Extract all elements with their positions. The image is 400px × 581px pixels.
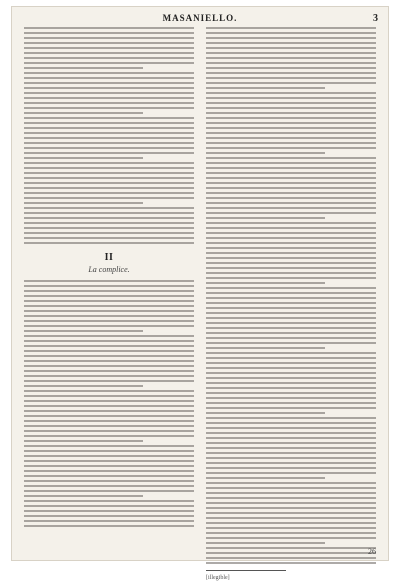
footnote-text: [illegible]: [206, 575, 230, 581]
body-text-line: [206, 337, 376, 339]
body-text-line: [206, 452, 376, 454]
body-text-line: [24, 52, 194, 54]
body-text-line: [206, 127, 376, 129]
body-text-line: [206, 187, 376, 189]
body-text-line: [24, 192, 194, 194]
body-text-line: [24, 295, 194, 297]
body-text-line: [206, 377, 376, 379]
body-text-line: [206, 297, 376, 299]
body-text-line: [24, 112, 143, 114]
body-text-line: [24, 290, 194, 292]
body-text-line: [206, 292, 376, 294]
body-text-line: [24, 97, 194, 99]
body-text-line: [206, 357, 376, 359]
body-text-line: [24, 470, 194, 472]
body-text-line: [24, 167, 194, 169]
body-text-line: [206, 137, 376, 139]
body-text-line: [24, 445, 194, 447]
body-text-line: [206, 217, 325, 219]
body-text-line: [24, 42, 194, 44]
chapter-number: II: [104, 252, 114, 263]
body-text-line: [24, 455, 194, 457]
body-text-line: [206, 132, 376, 134]
body-text-line: [206, 497, 376, 499]
body-text-line: [24, 122, 194, 124]
body-text-line: [206, 207, 376, 209]
body-text-line: [206, 107, 376, 109]
body-text-line: [206, 507, 376, 509]
body-text-line: [206, 242, 376, 244]
body-text-line: [206, 227, 376, 229]
body-text-line: [206, 307, 376, 309]
body-text-line: [24, 390, 194, 392]
body-text-line: [206, 147, 376, 149]
body-text-line: [24, 420, 194, 422]
body-text-line: [24, 480, 194, 482]
body-text-line: [24, 320, 194, 322]
body-text-line: [24, 172, 194, 174]
body-text-line: [206, 512, 376, 514]
body-text-line: [206, 47, 376, 49]
body-text-line: [24, 310, 194, 312]
body-text-line: [24, 117, 194, 119]
body-text-line: [206, 432, 376, 434]
body-text-line: [24, 232, 194, 234]
body-text-line: [24, 495, 143, 497]
body-text-line: [24, 505, 194, 507]
body-text-line: [206, 117, 376, 119]
body-text-line: [206, 317, 376, 319]
body-text-line: [206, 267, 376, 269]
left-column: [24, 27, 194, 544]
body-text-line: [24, 177, 194, 179]
body-text-line: [24, 132, 194, 134]
chapter-heading: [24, 252, 194, 274]
body-text-line: [206, 102, 376, 104]
body-text-line: [206, 277, 376, 279]
body-text-line: [206, 32, 376, 34]
body-text-line: [206, 392, 376, 394]
body-text-line: [206, 202, 376, 204]
body-text-line: [206, 112, 376, 114]
body-text-line: [24, 300, 194, 302]
body-text-line: [24, 435, 194, 437]
body-text-line: [24, 365, 194, 367]
body-text-line: [24, 202, 143, 204]
body-text-line: [206, 197, 376, 199]
body-text-line: [24, 227, 194, 229]
body-text-line: [206, 282, 325, 284]
body-text-line: [206, 87, 325, 89]
body-text-line: [206, 37, 376, 39]
body-text-line: [24, 330, 143, 332]
body-text-line: [24, 67, 143, 69]
body-text-line: [24, 57, 194, 59]
body-text-line: [206, 67, 376, 69]
body-text-line: [206, 557, 376, 559]
body-text-line: [206, 442, 376, 444]
body-text-line: [206, 477, 325, 479]
body-text-line: [206, 347, 325, 349]
body-text-line: [24, 157, 143, 159]
body-text-line: [206, 77, 376, 79]
body-text-line: [24, 147, 194, 149]
body-text-line: [206, 122, 376, 124]
body-text-line: [206, 547, 376, 549]
body-text-line: [206, 437, 376, 439]
body-text-line: [24, 242, 194, 244]
body-text-line: [24, 182, 194, 184]
body-text-line: [24, 360, 194, 362]
body-text-line: [24, 340, 194, 342]
body-text-line: [206, 427, 376, 429]
body-text-line: [206, 457, 376, 459]
body-text-line: [206, 182, 376, 184]
body-text-line: [24, 350, 194, 352]
body-text-line: [206, 527, 376, 529]
body-text-line: [206, 412, 325, 414]
body-text-line: [206, 262, 376, 264]
body-text-line: [206, 257, 376, 259]
body-text-line: [206, 517, 376, 519]
body-text-line: [24, 485, 194, 487]
body-text-line: [206, 472, 376, 474]
body-text-line: [206, 327, 376, 329]
folio: 26: [368, 547, 376, 556]
body-text-line: [24, 395, 194, 397]
body-text-line: [206, 467, 376, 469]
body-text-line: [206, 537, 376, 539]
body-text-line: [24, 405, 194, 407]
body-text-line: [24, 335, 194, 337]
body-text-line: [24, 137, 194, 139]
body-text-line: [206, 312, 376, 314]
body-text-line: [206, 162, 376, 164]
body-text-line: [206, 417, 376, 419]
body-text-line: [24, 325, 194, 327]
body-text-line: [206, 192, 376, 194]
body-text-line: [24, 430, 194, 432]
body-text-line: [206, 542, 325, 544]
body-text-line: [24, 510, 194, 512]
body-text-line: [24, 385, 143, 387]
body-text-line: [206, 212, 376, 214]
body-text-line: [24, 520, 194, 522]
body-text-line: [24, 370, 194, 372]
body-text-line: [206, 372, 376, 374]
body-text-line: [24, 187, 194, 189]
body-text-line: [206, 362, 376, 364]
body-text-line: [24, 460, 194, 462]
body-text-line: [206, 92, 376, 94]
body-text-line: [206, 332, 376, 334]
body-text-line: [206, 152, 325, 154]
body-text-line: [206, 237, 376, 239]
body-text-line: [206, 402, 376, 404]
body-text-line: [206, 322, 376, 324]
body-text-line: [206, 342, 376, 344]
body-text-line: [206, 142, 376, 144]
body-text-line: [206, 367, 376, 369]
body-text-line: [24, 525, 194, 527]
body-text-line: [206, 57, 376, 59]
body-text-line: [24, 490, 194, 492]
body-text-line: [206, 177, 376, 179]
body-text-line: [24, 500, 194, 502]
body-text-line: [24, 77, 194, 79]
body-text-line: [24, 107, 194, 109]
body-text-line: [206, 232, 376, 234]
body-text-line: [24, 425, 194, 427]
body-text-line: [24, 142, 194, 144]
body-text-line: [24, 32, 194, 34]
body-text-line: [206, 172, 376, 174]
body-text-line: [24, 285, 194, 287]
body-text-line: [24, 415, 194, 417]
body-text-line: [24, 27, 194, 29]
body-text-line: [24, 440, 143, 442]
body-text-line: [206, 222, 376, 224]
body-text-line: [206, 387, 376, 389]
chapter-subtitle: La complice.: [88, 265, 130, 274]
body-text-line: [24, 515, 194, 517]
body-text-line: [206, 397, 376, 399]
body-text-line: [206, 82, 376, 84]
body-text-line: [206, 97, 376, 99]
body-text-line: [24, 280, 194, 282]
body-text-line: [24, 355, 194, 357]
body-text-line: [206, 462, 376, 464]
body-text-line: [24, 465, 194, 467]
body-text-line: [24, 197, 194, 199]
body-text-line: [24, 475, 194, 477]
body-text-line: [206, 487, 376, 489]
body-text-line: [206, 247, 376, 249]
body-text-line: [24, 400, 194, 402]
body-text-line: [24, 345, 194, 347]
body-text-line: [24, 127, 194, 129]
body-text-line: [206, 502, 376, 504]
body-text-line: [24, 152, 194, 154]
body-text-line: [24, 92, 194, 94]
body-text-line: [24, 102, 194, 104]
body-text-line: [24, 87, 194, 89]
body-text-line: [206, 422, 376, 424]
body-text-line: [24, 450, 194, 452]
body-text-line: [24, 162, 194, 164]
body-text-line: [206, 352, 376, 354]
body-text-line: [24, 315, 194, 317]
body-text-line: [206, 167, 376, 169]
footnote-rule: [206, 570, 286, 571]
body-text-line: [24, 82, 194, 84]
body-text-line: [206, 552, 376, 554]
body-text-line: [206, 62, 376, 64]
body-text-line: [206, 482, 376, 484]
body-text-line: [206, 522, 376, 524]
book-page: [11, 6, 389, 581]
body-text-line: [24, 410, 194, 412]
body-text-line: [24, 305, 194, 307]
body-text-line: [206, 252, 376, 254]
body-text-line: [24, 212, 194, 214]
page-number: 3: [373, 13, 378, 24]
body-text-line: [24, 380, 194, 382]
body-text-line: [206, 562, 376, 564]
body-text-line: [206, 287, 376, 289]
body-text-line: [206, 52, 376, 54]
body-text-line: [24, 72, 194, 74]
body-text-line: [24, 62, 194, 64]
body-text-line: [206, 27, 376, 29]
body-text-line: [206, 157, 376, 159]
body-text-line: [24, 47, 194, 49]
body-text-line: [206, 302, 376, 304]
body-text-line: [24, 222, 194, 224]
body-text-line: [206, 272, 376, 274]
body-text-line: [206, 42, 376, 44]
body-text-line: [206, 407, 376, 409]
body-text-line: [206, 382, 376, 384]
body-text-line: [206, 72, 376, 74]
body-text-line: [206, 492, 376, 494]
body-text-line: [24, 237, 194, 239]
body-text-line: [24, 375, 194, 377]
body-text-line: [24, 37, 194, 39]
body-text-line: [24, 217, 194, 219]
body-text-line: [24, 207, 194, 209]
running-title: MASANIELLO.: [162, 13, 238, 23]
body-text-line: [206, 532, 376, 534]
body-text-line: [206, 447, 376, 449]
